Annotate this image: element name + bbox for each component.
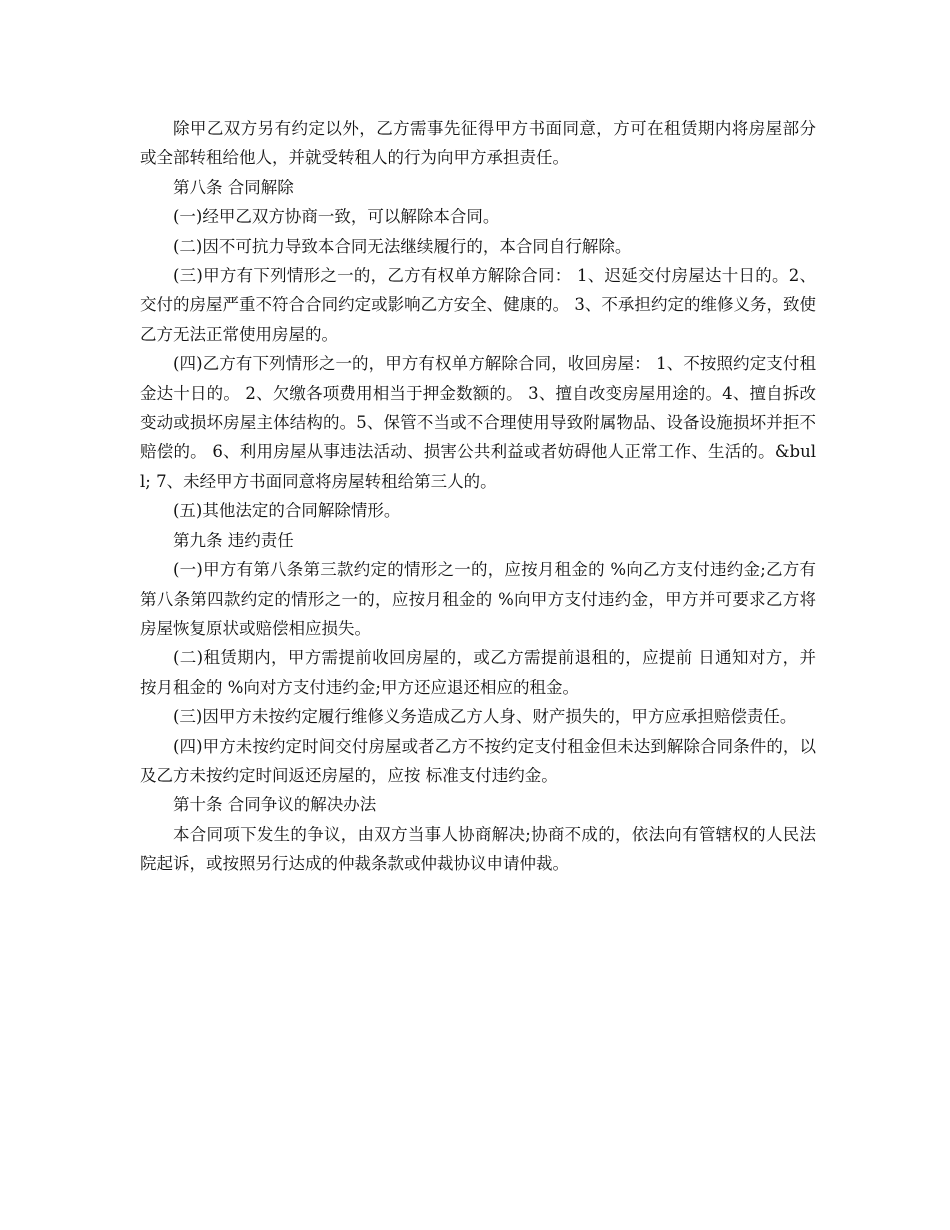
paragraph-art9-item1: (一)甲方有第八条第三款约定的情形之一的，应按月租金的 %向乙方支付违约金;乙方有第八条第四款约定的情形之一的，应按月租金的 %向甲方支付违约金，甲方并可要求乙方将房屋恢复原状或赔偿相应损失。: [140, 560, 816, 638]
heading-article-8: 第八条 合同解除: [173, 177, 294, 197]
paragraph-art8-item5: (五)其他法定的合同解除情形。: [173, 501, 401, 521]
paragraph-art8-item3: (三)甲方有下列情形之一的，乙方有权单方解除合同： 1、迟延交付房屋达十日的。2、交付的房屋严重不符合合同约定或影响乙方安全、健康的。 3、不承担约定的维修义务，致使乙方无法正常使用房屋的。: [140, 266, 816, 344]
paragraph-sublease-clause: 除甲乙双方另有约定以外，乙方需事先征得甲方书面同意，方可在租赁期内将房屋部分或全部转租给他人，并就受转租人的行为向甲方承担责任。: [140, 119, 816, 168]
document-page: [140, 114, 816, 879]
paragraph-art9-item3: (三)因甲方未按约定履行维修义务造成乙方人身、财产损失的，甲方应承担赔偿责任。: [173, 707, 797, 727]
heading-article-9: 第九条 违约责任: [173, 530, 294, 550]
heading-article-10: 第十条 合同争议的解决办法: [173, 795, 377, 815]
paragraph-art9-item4: (四)甲方未按约定时间交付房屋或者乙方不按约定支付租金但未达到解除合同条件的，以及乙方未按约定时间返还房屋的，应按 标准支付违约金。: [140, 736, 816, 785]
paragraph-art8-item1: (一)经甲乙双方协商一致，可以解除本合同。: [173, 207, 500, 227]
paragraph-art8-item4: (四)乙方有下列情形之一的，甲方有权单方解除合同，收回房屋： 1、不按照约定支付租金达十日的。 2、欠缴各项费用相当于押金数额的。 3、擅自改变房屋用途的。4、擅自拆改变动或损坏房屋主体结构的。5、保管不当或不合理使用导致附属物品、设备设施损坏并拒不赔偿的。 6、利用房屋从事违法活动、损害公共利益或者妨碍他人正常工作、生活的。&bull; 7、未经甲方书面同意将房屋转租给第三人的。: [140, 354, 816, 491]
paragraph-art9-item2: (二)租赁期内，甲方需提前收回房屋的，或乙方需提前退租的，应提前 日通知对方，并按月租金的 %向对方支付违约金;甲方还应退还相应的租金。: [140, 648, 816, 697]
paragraph-art8-item2: (二)因不可抗力导致本合同无法继续履行的，本合同自行解除。: [173, 236, 632, 256]
paragraph-dispute-resolution: 本合同项下发生的争议，由双方当事人协商解决;协商不成的，依法向有管辖权的人民法院起诉，或按照另行达成的仲裁条款或仲裁协议申请仲裁。: [140, 824, 816, 874]
